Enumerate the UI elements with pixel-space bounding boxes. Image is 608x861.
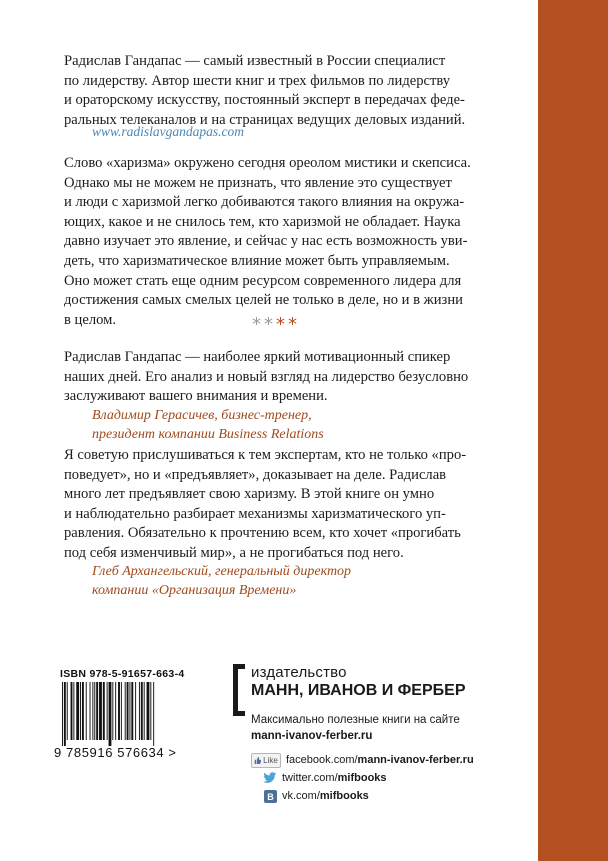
- summary-line: Однако мы не можем не признать, что явление это существует: [64, 174, 452, 191]
- quote-line: поведует», но и «предъявляет», доказывает на деле. Радислав: [64, 466, 447, 483]
- attribution-line: Владимир Герасичев, бизнес-тренер,: [92, 408, 312, 423]
- summary-line: Оно может стать еще одним ресурсом современного лидера для: [64, 272, 462, 289]
- barcode-bar: [115, 682, 116, 740]
- quote-line: и наблюдательно разбирает механизмы харизматического уп-: [64, 505, 446, 522]
- barcode-graphic: [62, 682, 192, 746]
- summary-line: Слово «харизма» окружено сегодня ореолом мистики и скепсиса.: [64, 155, 471, 171]
- barcode-bar: [150, 682, 151, 740]
- barcode-digits: 9 785916 576634 >: [54, 745, 177, 760]
- author-bio-line: ральных телеканалов и на страницах ведущих деловых изданий.: [64, 111, 466, 128]
- svg-text:B: B: [266, 791, 274, 802]
- barcode-bar: [131, 682, 133, 740]
- author-bio-line: и ораторскому искусству, постоянный эксперт в передачах феде-: [64, 92, 465, 109]
- divider-star: *: [276, 314, 288, 335]
- barcode-bar: [141, 682, 143, 740]
- orange-side-bar: [538, 0, 608, 861]
- barcode-bar: [76, 682, 79, 740]
- barcode-bar: [135, 682, 136, 740]
- book-summary: [64, 154, 476, 330]
- facebook-prefix: facebook.com/: [286, 754, 358, 766]
- facebook-handle: mann-ivanov-ferber.ru: [357, 754, 474, 766]
- like-badge-icon: [251, 753, 281, 768]
- barcode-bar: [96, 682, 98, 740]
- publisher-site-link[interactable]: mann-ivanov-ferber.ru: [251, 730, 373, 742]
- isbn-number: ISBN 978-5-91657-663-4: [60, 668, 185, 680]
- barcode-bar: [99, 682, 102, 740]
- attribution-line: Глеб Архангельский, генеральный директор: [92, 564, 352, 579]
- quote-line: Радислав Гандапас — наиболее яркий мотивационный спикер: [64, 349, 451, 365]
- thumbs-up-icon: [254, 757, 261, 764]
- barcode-bar: [139, 682, 140, 740]
- barcode-bar: [129, 682, 130, 740]
- barcode-bar: [80, 682, 81, 740]
- author-bio-line: Радислав Гандапас — самый известный в России специалист: [64, 53, 446, 69]
- social-vk[interactable]: [251, 788, 369, 804]
- quote-line: Я советую прислушиваться к тем экспертам, кто не только «про-: [64, 447, 467, 463]
- barcode-bar: [118, 682, 120, 740]
- barcode-bar: [73, 682, 74, 740]
- barcode-bar: [62, 682, 63, 746]
- barcode-bar: [109, 682, 112, 746]
- barcode-bar: [64, 682, 66, 746]
- summary-line: ющих, какое и не снилось тем, кто харизмой не обладает. Наука: [64, 213, 461, 230]
- summary-line: в целом.: [64, 311, 117, 328]
- quote-line: равления. Обязательно к прочтению всем, кто хочет «прогибать: [64, 525, 461, 542]
- author-bio-line: по лидерству. Автор шести книг и трех фильмов по лидерству: [64, 72, 451, 89]
- twitter-prefix: twitter.com/: [282, 772, 338, 784]
- author-bio: [64, 52, 476, 130]
- barcode-bar: [147, 682, 150, 740]
- barcode-bar: [144, 682, 145, 740]
- twitter-bird-icon: [263, 771, 277, 785]
- quote-line: заслуживают вашего внимания и времени.: [64, 388, 328, 405]
- publisher-tagline: Максимально полезные книги на сайте: [251, 714, 460, 726]
- barcode-bar: [67, 682, 68, 740]
- divider-star: *: [264, 314, 276, 335]
- barcode-bar: [86, 682, 87, 740]
- barcode-bar: [71, 682, 73, 740]
- barcode-bar: [127, 682, 129, 740]
- quote-line: наших дней. Его анализ и новый взгляд на лидерство безусловно: [64, 368, 469, 385]
- divider-star: *: [252, 314, 264, 335]
- quote-gerasichev: [64, 348, 476, 407]
- section-divider-stars: [252, 314, 300, 335]
- barcode-bar: [153, 682, 154, 746]
- barcode-bar: [107, 682, 108, 740]
- vk-logo-icon: [263, 789, 277, 803]
- attribution-arkhangelsky: [92, 562, 452, 600]
- summary-line: деть, что харизматическое влияние может быть управляемым.: [64, 252, 450, 269]
- summary-line: давно изучает это явление, и сейчас у нас есть возможность уви-: [64, 233, 468, 250]
- quote-line: под себя изменчивый мир», а не прогибаться под него.: [64, 544, 404, 561]
- summary-line: достижения самых смелых целей не только в деле, но и в жизни: [64, 292, 463, 309]
- barcode-bar: [94, 682, 95, 740]
- quote-arkhangelsky: [64, 446, 476, 564]
- barcode-bar: [121, 682, 122, 740]
- publisher-name: МАНН, ИВАНОВ И ФЕРБЕР: [251, 682, 466, 699]
- attribution-gerasichev: [92, 406, 452, 444]
- attribution-line: президент компании Business Relations: [92, 427, 324, 442]
- summary-line: и люди с харизмой легко добиваются такого влияния на окружа-: [64, 194, 465, 211]
- author-website-link[interactable]: www.radislavgandapas.com: [92, 124, 245, 139]
- publisher-bracket-logo: [233, 664, 245, 716]
- twitter-handle: mifbooks: [337, 772, 387, 784]
- barcode-bar: [125, 682, 126, 740]
- social-twitter[interactable]: [251, 770, 387, 786]
- vk-prefix: vk.com/: [282, 790, 320, 802]
- vk-handle: mifbooks: [319, 790, 369, 802]
- like-label: Like: [263, 755, 278, 765]
- divider-star: *: [288, 314, 300, 335]
- quote-line: много лет предъявляет свою харизму. В этой книге он умно: [64, 486, 435, 503]
- barcode-bar: [112, 682, 113, 740]
- barcode-bar: [82, 682, 84, 740]
- publisher-label: издательство: [251, 664, 347, 681]
- barcode-bar: [90, 682, 91, 740]
- attribution-line: компании «Организация Времени»: [92, 583, 297, 598]
- barcode-bar: [92, 682, 93, 740]
- social-facebook[interactable]: [251, 752, 474, 768]
- barcode-bar: [103, 682, 105, 740]
